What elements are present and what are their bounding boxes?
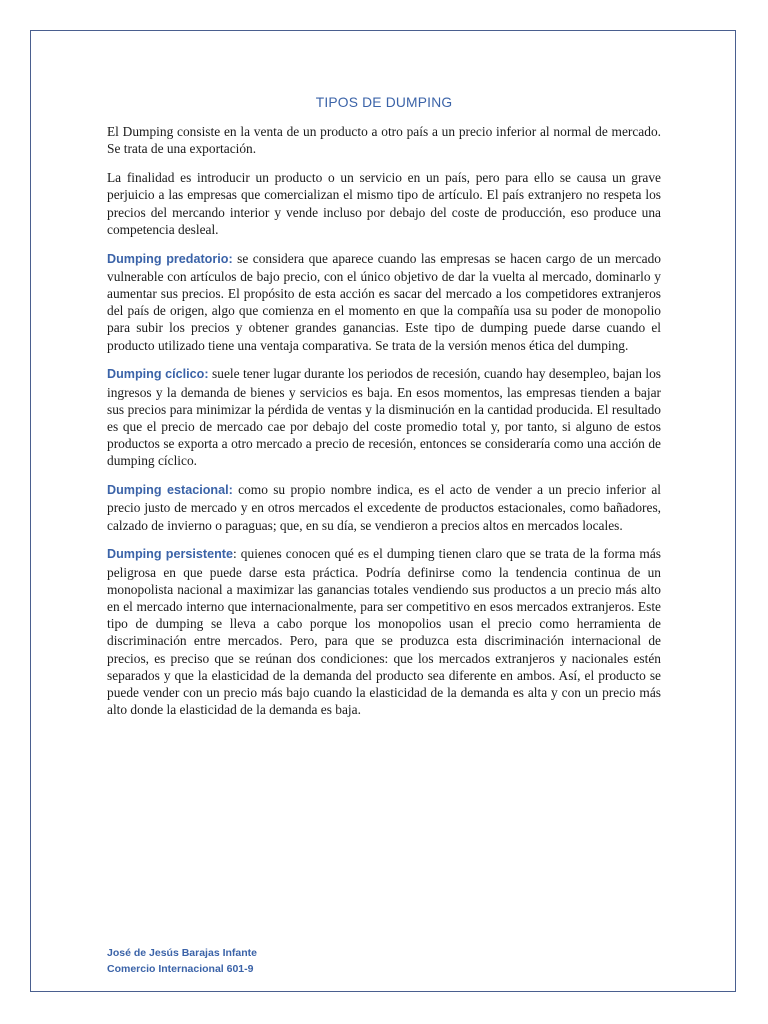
section-persistente: [107, 545, 661, 718]
section-ciclico: [107, 365, 661, 469]
term-ciclico: Dumping cíclico:: [107, 367, 209, 382]
term-predatorio: Dumping predatorio:: [107, 251, 233, 266]
section-predatorio: [107, 250, 661, 354]
document-body: [107, 94, 661, 730]
page-footer: [107, 946, 257, 977]
footer-course: Comercio Internacional 601-9: [107, 962, 254, 975]
text-persistente: : quienes conocen qué es el dumping tienen claro que se trata de la forma más peligrosa en que puede darse esta práctica. Podría definirse como la tendencia continua de un monopolista nacional a maximizar las ganancias totales vendiendo sus productos a un precio más alto en el mercado interno que internacionalmente, para ser competitivo en esos mercados extranjeros. Este tipo de dumping se lleva a cabo porque los monopolios usan el precio como herramienta de discriminación entre mercados. Pero, para que se produzca esta discriminación internacional de precios, es preciso que se reúnan dos condiciones: que los mercados extranjeros y nacionales estén separados y que la elasticidad de la demanda del producto sea diferente en ambos. Así, el producto se puede vender con un precio más bajo cuando la elasticidad de la demanda es alta y con un precio más alto donde la elasticidad de la demanda es baja.: [107, 546, 661, 718]
text-ciclico: suele tener lugar durante los periodos de recesión, cuando hay desempleo, bajan los ingresos y la demanda de bienes y servicios es baja. En esos momentos, las empresas tienden a bajar sus precios para minimizar la pérdida de ventas y la disminución en la cantidad producida. El resultado es que el precio de mercado cae por debajo del coste promedio total y, por tanto, si alguno de estos productos se exporta a otro mercado a precio de recesión, entonces se consideraría como una acción de dumping cíclico.: [107, 366, 661, 469]
term-estacional: Dumping estacional:: [107, 483, 233, 498]
term-persistente: Dumping persistente: [107, 547, 233, 562]
intro-paragraph-2: La finalidad es introducir un producto o un servicio en un país, pero para ello se causa un grave perjuicio a las empresas que comercializan el mismo tipo de artículo. El país extranjero no respeta los precios del mercando interior y vende incluso por debajo del coste de producción, eso produce una competencia desleal.: [107, 170, 661, 237]
intro-paragraph-1: El Dumping consiste en la venta de un producto a otro país a un precio inferior al normal de mercado. Se trata de una exportación.: [107, 124, 661, 157]
text-predatorio: se considera que aparece cuando las empresas se hacen cargo de un mercado vulnerable con artículos de bajo precio, con el único objetivo de dar la vuelta al mercado, dominarlo y aumentar sus precios. El propósito de esta acción es sacar del mercado a los competidores extranjeros del país de origen, algo que comienza en el momento en que la compañía usa su poder de monopolio para subir los precios y obtener grandes ganancias. Este tipo de dumping puede darse cuando el producto utilizado tiene una ventaja comparativa. Se trata de la versión menos ética del dumping.: [107, 250, 662, 353]
section-estacional: [107, 481, 661, 534]
footer-author: José de Jesús Barajas Infante: [107, 947, 257, 959]
text-estacional: como su propio nombre indica, es el acto de vender a un precio inferior al precio justo de mercado y en otros mercados el excedente de productos estacionales, como bañadores, calzado de invierno o paraguas; que, en su día, se vendieron a precios altos en mercados locales.: [107, 482, 661, 533]
document-title: TIPOS DE DUMPING: [315, 95, 453, 110]
